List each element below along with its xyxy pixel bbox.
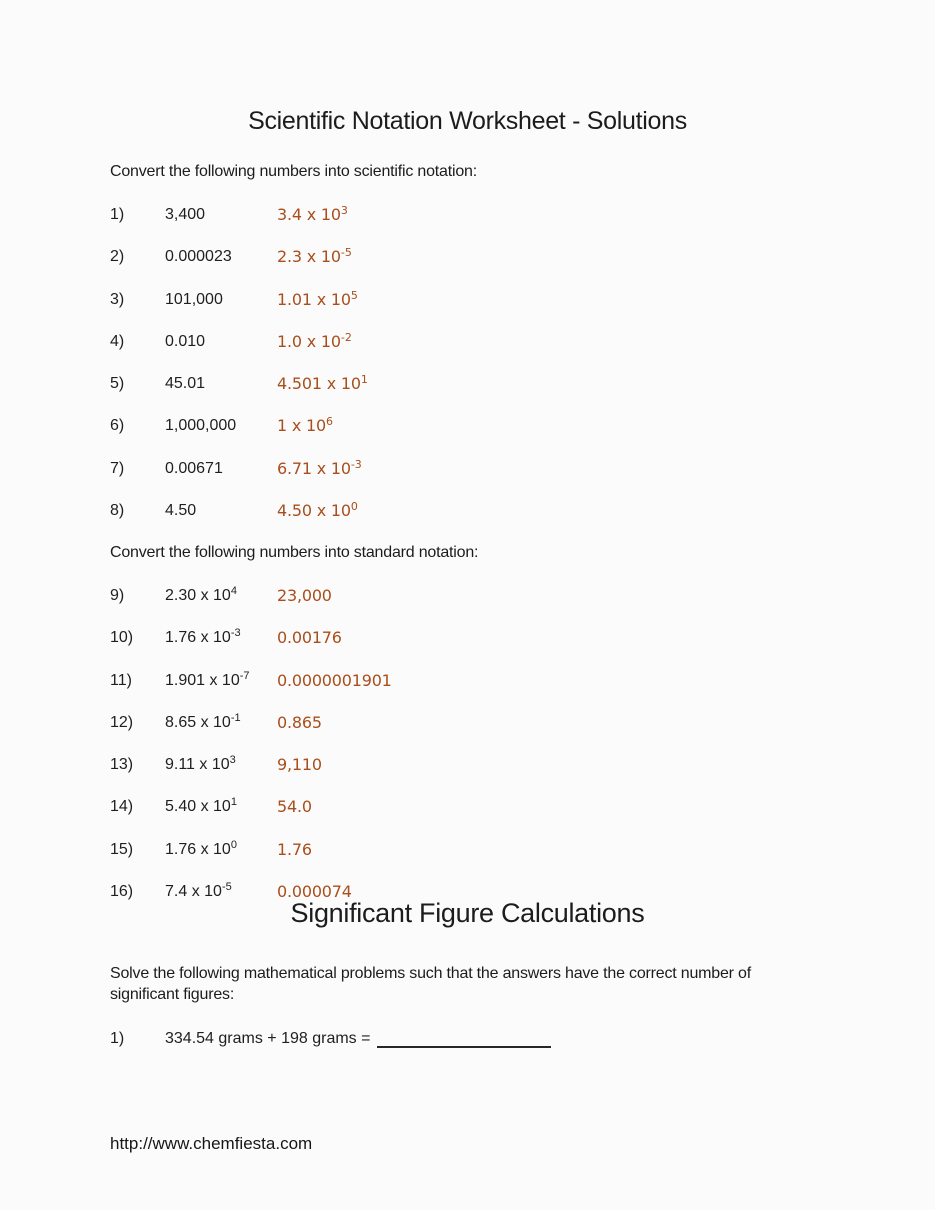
problem-number: 7) <box>110 459 125 477</box>
problem-value: 45.01 <box>165 375 206 393</box>
answer-base: 2.3 x 10 <box>277 247 341 267</box>
answer-exponent: -3 <box>350 457 362 471</box>
value-base: 2.30 x 10 <box>165 587 231 604</box>
problem-number: 10) <box>110 629 134 647</box>
answer-base: 4.501 x 10 <box>277 374 361 394</box>
answer-exponent: 6 <box>325 415 333 429</box>
standard-notation-instruction: Convert the following numbers into standard notation: <box>110 544 479 561</box>
scientific-notation-list <box>110 205 810 543</box>
problem-value <box>165 755 277 774</box>
problem-number: 11) <box>110 671 132 689</box>
answer-base: 6.71 x 10 <box>277 458 351 478</box>
problem-number: 14) <box>110 798 134 816</box>
value-exponent: 0 <box>230 838 237 851</box>
answer-base: 1 x 10 <box>277 416 326 436</box>
problem-row <box>110 459 810 501</box>
problem-number: 16) <box>110 883 134 901</box>
sig-figs-instruction-line2: significant figures: <box>110 986 235 1003</box>
answer-value <box>277 459 362 478</box>
value-base: 1.76 x 10 <box>165 629 231 647</box>
problem-row <box>110 416 810 458</box>
answer-exponent: 3 <box>340 204 348 217</box>
value-exponent: 1 <box>230 796 237 809</box>
problem-row <box>110 797 810 839</box>
problem-value: 0.010 <box>165 332 206 350</box>
problem-row <box>110 713 810 755</box>
answer-exponent: 5 <box>350 288 358 302</box>
scientific-notation-instruction: Convert the following numbers into scientific notation: <box>110 163 477 180</box>
value-base: 8.65 x 10 <box>165 713 231 731</box>
answer-exponent: 0 <box>350 500 358 514</box>
problem-number: 2) <box>110 248 125 266</box>
answer-exponent: -2 <box>340 330 352 344</box>
problem-value: 1,000,000 <box>165 417 237 435</box>
problem-row <box>110 586 810 628</box>
problem-number: 1) <box>110 1030 125 1047</box>
sig-figs-instruction <box>110 963 810 1005</box>
problem-expression: 334.54 grams + 198 grams = <box>165 1030 371 1047</box>
answer-value <box>277 374 368 393</box>
problem-row <box>110 290 810 332</box>
problem-value <box>165 713 277 732</box>
problem-number: 3) <box>110 290 125 308</box>
answer-exponent: -5 <box>340 246 352 260</box>
problem-value <box>165 671 277 690</box>
problem-value: 0.00671 <box>165 459 223 477</box>
page-title: Scientific Notation Worksheet - Solutions <box>248 107 687 135</box>
value-base: 9.11 x 10 <box>165 756 230 774</box>
problem-value: 0.000023 <box>165 248 232 266</box>
answer-value: 0.0000001901 <box>277 670 392 690</box>
problem-row <box>110 671 810 713</box>
answer-value: 54.0 <box>277 797 312 817</box>
problem-value <box>165 628 277 647</box>
answer-base: 4.50 x 10 <box>277 501 351 521</box>
value-exponent: -3 <box>230 627 241 640</box>
answer-value: 1.76 <box>277 839 312 859</box>
answer-value <box>277 416 333 435</box>
value-exponent: 3 <box>229 754 236 767</box>
value-exponent: 4 <box>230 585 237 597</box>
problem-number: 4) <box>110 332 125 350</box>
standard-notation-list <box>110 586 810 924</box>
answer-value: 23,000 <box>277 586 332 605</box>
problem-row <box>110 247 810 289</box>
value-base: 1.901 x 10 <box>165 671 240 689</box>
answer-exponent: 1 <box>360 373 368 387</box>
problem-number: 9) <box>110 587 125 604</box>
problem-row <box>110 628 810 670</box>
answer-value <box>277 501 358 520</box>
problem-row <box>110 374 810 416</box>
value-base: 1.76 x 10 <box>165 840 231 858</box>
problem-value: 4.50 <box>165 502 197 520</box>
problem-row <box>110 840 810 882</box>
sig-figs-instruction-line1: Solve the following mathematical problems such that the answers have the correct number of <box>110 965 752 982</box>
value-exponent: -1 <box>230 711 241 724</box>
value-base: 7.4 x 10 <box>165 883 222 901</box>
problem-value <box>165 840 277 859</box>
answer-value: 0.00176 <box>277 628 342 648</box>
problem-row <box>110 205 810 247</box>
problem-value: 101,000 <box>165 290 223 308</box>
sig-figs-heading: Significant Figure Calculations <box>290 898 645 928</box>
value-exponent: -7 <box>239 669 250 682</box>
problem-value: 3,400 <box>165 206 206 223</box>
answer-value: 9,110 <box>277 755 322 775</box>
answer-value <box>277 205 348 224</box>
problem-row <box>110 501 810 543</box>
value-exponent: -5 <box>221 881 232 894</box>
answer-value <box>277 332 352 351</box>
problem-number: 1) <box>110 206 125 223</box>
problem-number: 12) <box>110 713 134 731</box>
problem-number: 13) <box>110 756 134 774</box>
answer-value <box>277 290 358 309</box>
footer-url: http://www.chemfiesta.com <box>110 1134 313 1153</box>
answer-value: 0.000074 <box>277 882 352 902</box>
problem-number: 15) <box>110 840 134 858</box>
answer-base: 1.01 x 10 <box>277 289 351 309</box>
problem-value <box>165 797 277 816</box>
sig-figs-problem-1 <box>110 1029 551 1048</box>
answer-base: 1.0 x 10 <box>277 331 341 351</box>
answer-base: 3.4 x 10 <box>277 205 341 224</box>
answer-value <box>277 247 352 266</box>
problem-row <box>110 755 810 797</box>
answer-blank-line <box>377 1029 551 1048</box>
problem-row <box>110 332 810 374</box>
value-base: 5.40 x 10 <box>165 798 231 816</box>
answer-value: 0.865 <box>277 712 322 732</box>
problem-number: 6) <box>110 417 125 435</box>
problem-number: 8) <box>110 502 125 520</box>
problem-value <box>165 586 277 605</box>
problem-number: 5) <box>110 375 125 393</box>
